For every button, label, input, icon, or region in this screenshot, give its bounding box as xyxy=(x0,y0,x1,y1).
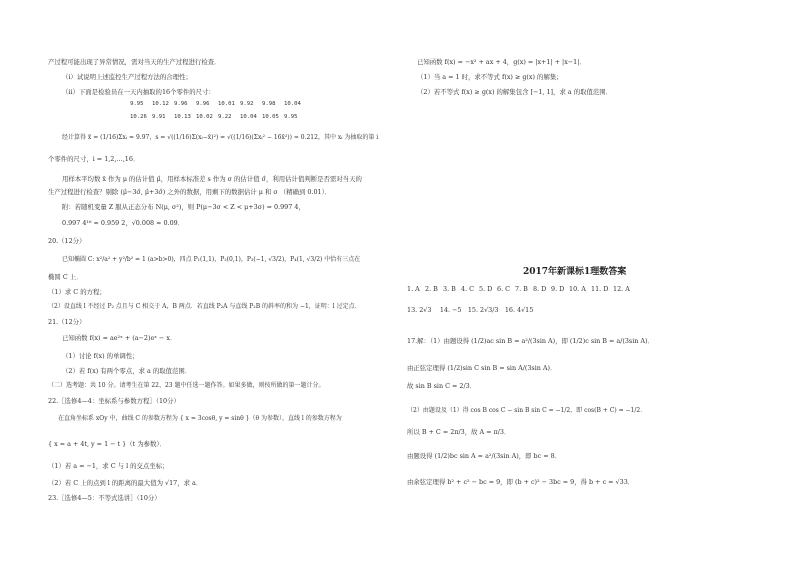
answer-item: 3. B xyxy=(443,285,456,293)
table-cell: 9.95 xyxy=(130,101,144,107)
answer-item: 11. D xyxy=(591,285,609,293)
table-cell: 9.91 xyxy=(152,114,166,120)
table-cell: 9.95 xyxy=(284,114,298,120)
answer-item: 7. B xyxy=(515,285,528,293)
text-line: （2）若 f(x) 有两个零点，求 a 的取值范围． xyxy=(62,367,192,375)
right-page xyxy=(397,0,794,562)
answer-item: 5. D xyxy=(479,285,493,293)
formula-line: 经计算得 x̄ = (1/16)Σxᵢ = 9.97，s = √((1/16)Σ(xᵢ−x̄)²) = √((1/16)(Σxᵢ² − 16x̄²)) ≈ 0.212，其中 xᵢ 为抽取的第 i xyxy=(62,134,379,141)
answer-item: 10. A xyxy=(569,285,586,293)
answer-item: 6. C xyxy=(497,285,511,293)
solution-line: 17.解：（1）由题设得 (1/2)ac sin B = a²/(3sin A)，即 (1/2)c sin B = a/(3sin A)． xyxy=(407,337,654,345)
question-number: 21.（12分） xyxy=(48,318,86,326)
sample-table-row-1 xyxy=(130,101,306,108)
sample-table-row-2 xyxy=(130,114,306,121)
text-line: 附：若随机变量 Z 服从正态分布 N(μ, σ²)，则 P(μ−3σ < Z < μ+3σ) = 0.997 4， xyxy=(62,203,305,211)
text-line: 已知椭圆 C: x²/a² + y²/b² = 1 (a>b>0)，四点 P₁(1,1)，P₂(0,1)，P₃(−1, √3/2)，P₄(1, √3/2) 中恰有三点在 xyxy=(62,256,361,263)
table-cell: 10.02 xyxy=(196,114,213,120)
table-cell: 10.12 xyxy=(152,101,169,107)
table-cell: 9.92 xyxy=(240,101,254,107)
table-cell: 10.04 xyxy=(240,114,257,120)
text-line: 生产过程进行检查？剔除 (μ̂−3σ̂, μ̂+3σ̂) 之外的数据，用剩下的数据估计 μ 和 σ （精确到 0.01）． xyxy=(48,188,332,196)
text-line: （1）当 a = 1 时，求不等式 f(x) ≥ g(x) 的解集； xyxy=(417,73,563,81)
text-line: （1）若 a = −1，求 C 与 l 的交点坐标； xyxy=(48,462,169,470)
text-line: （ⅰ）试说明上述监控生产过程方法的合理性； xyxy=(62,73,192,81)
table-cell: 10.26 xyxy=(130,114,147,120)
table-cell: 9.98 xyxy=(262,101,276,107)
text-line: 用样本平均数 x̄ 作为 μ 的估计值 μ̂，用样本标准差 s 作为 σ 的估计值 σ̂，利用估计值判断是否需对当天的 xyxy=(62,175,362,183)
text-line: （2）若不等式 f(x) ≥ g(x) 的解集包含 [−1, 1]，求 a 的取值范围． xyxy=(417,88,613,96)
text-line: 个零件的尺寸，i = 1,2,…,16． xyxy=(48,155,140,163)
solution-line: （2）由题设及（1）得 cos B cos C − sin B sin C = −1/2，即 cos(B + C) = −1/2． xyxy=(407,407,647,414)
text-line: （2）设直线 l 不经过 P₂ 点且与 C 相交于 A，B 两点．若直线 P₂A 与直线 P₂B 的斜率的和为 −1，证明：l 过定点． xyxy=(48,303,361,310)
answer-item: 12. A xyxy=(613,285,630,293)
answer-item: 4. C xyxy=(461,285,475,293)
solution-line: 故 sin B sin C = 2/3． xyxy=(407,382,477,390)
question-number: 23.［选修4—5：不等式选讲］（10分） xyxy=(48,494,161,502)
text-line: （1）求 C 的方程； xyxy=(48,288,106,296)
table-cell: 9.96 xyxy=(174,101,188,107)
table-cell: 9.22 xyxy=(218,114,232,120)
text-line: { x = a + 4t, y = 1 − t }（t 为参数）． xyxy=(48,440,166,448)
text-line: （ⅱ）下面是检验员在一天内抽取的16个零件的尺寸： xyxy=(62,88,215,96)
question-number: 22.［选修4—4：坐标系与参数方程］（10分） xyxy=(48,397,180,405)
answer-item: 9. D xyxy=(551,285,565,293)
text-line: 已知函数 f(x) = −x² + ax + 4，g(x) = |x+1| + |x−1|． xyxy=(417,58,586,66)
table-cell: 10.01 xyxy=(218,101,235,107)
solution-line: 由余弦定理得 b² + c² − bc = 9，即 (b + c)² − 3bc = 9，得 b + c = √33． xyxy=(407,478,635,486)
answer-item: 8. D xyxy=(533,285,547,293)
text-line: 在直角坐标系 xOy 中，曲线 C 的参数方程为 { x = 3cosθ, y = sinθ }（θ 为参数），直线 l 的参数方程为 xyxy=(58,415,342,422)
solution-line: 由题设得 (1/2)bc sin A = a²/(3sin A)，即 bc = 8． xyxy=(407,452,562,460)
text-line: 产过程可能出现了异常情况，需对当天的生产过程进行检查． xyxy=(48,58,221,66)
table-cell: 10.05 xyxy=(262,114,279,120)
table-cell: 10.04 xyxy=(284,101,301,107)
solution-line: 所以 B + C = 2π/3，故 A = π/3． xyxy=(407,428,511,436)
text-line: 0.997 4¹⁶ ≈ 0.959 2，√0.008 ≈ 0.09． xyxy=(62,219,185,227)
table-cell: 10.13 xyxy=(174,114,191,120)
answer-item: 2. B xyxy=(425,285,438,293)
text-line: （1）讨论 f(x) 的单调性； xyxy=(62,352,139,360)
answer-title: 2017年新课标1理数答案 xyxy=(523,267,627,277)
text-line: 椭圆 C 上． xyxy=(48,273,83,281)
text-line: （2）若 C 上的点到 l 的距离的最大值为 √17，求 a． xyxy=(48,479,203,487)
table-cell: 9.96 xyxy=(196,101,210,107)
text-line: 已知函数 f(x) = ae²ˣ + (a−2)eˣ − x． xyxy=(62,334,177,342)
solution-line: 由正弦定理得 (1/2)sin C sin B = sin A/(3sin A)． xyxy=(407,364,557,372)
question-number: 20.（12分） xyxy=(48,237,86,245)
answer-item: 1. A xyxy=(407,285,420,293)
mc-answers xyxy=(407,285,635,293)
fill-answers: 13. 2√3 14. −5 15. 2√3/3 16. 4√15 xyxy=(407,306,534,314)
section-heading: （二）选考题：共 10 分。请考生在第 22、23 题中任选一题作答。如果多做，则按所做的第一题计分。 xyxy=(48,382,325,389)
